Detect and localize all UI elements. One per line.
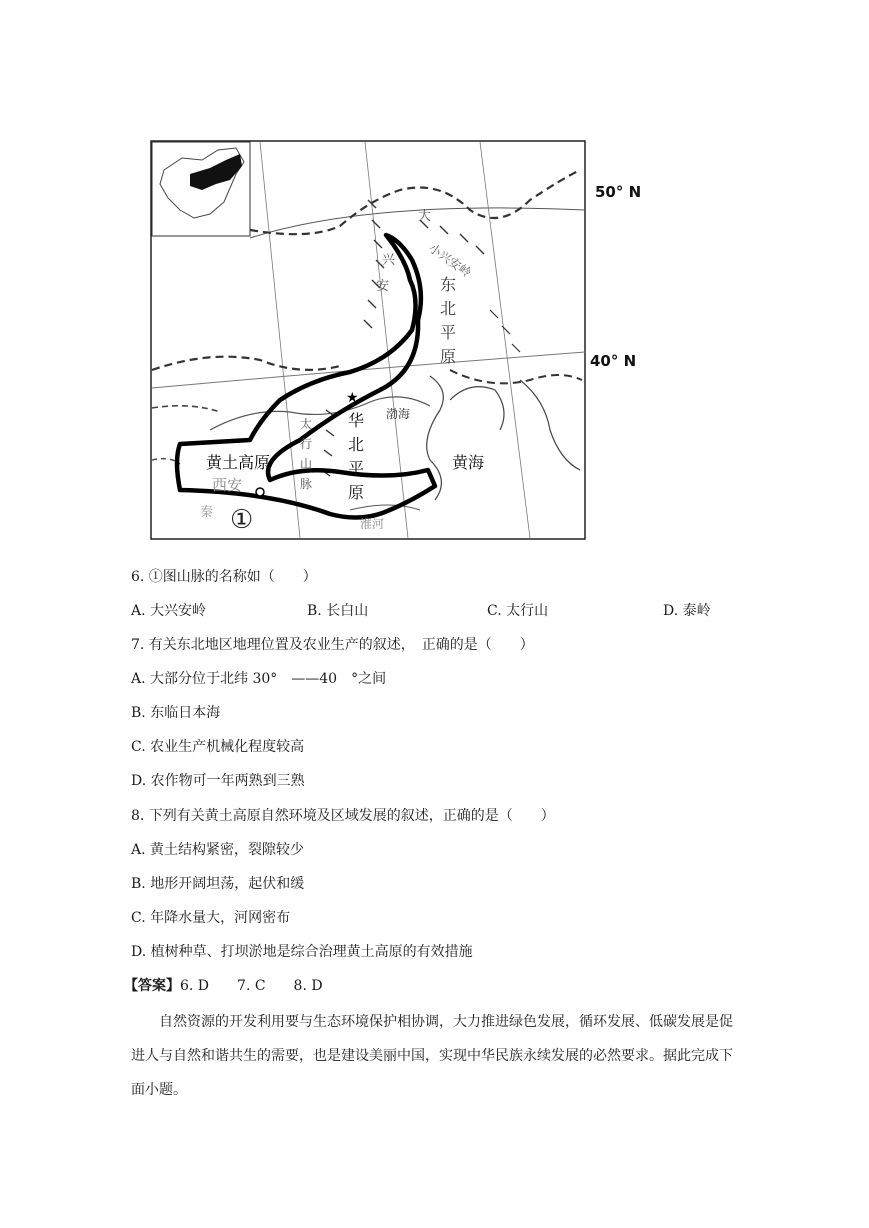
label-huangtugaoyuan: 黄土高原 (206, 453, 271, 472)
label-taihang-2: 行 (300, 437, 313, 451)
label-xiaoxinganling: 小兴安岭 (426, 240, 474, 280)
label-dongbei-2: 北 (440, 299, 457, 318)
q8-option-b: B. 地形开阔坦荡，起伏和缓 (131, 876, 305, 892)
q8-option-d: D. 植树种草、打坝淤地是综合治理黄土高原的有效措施 (131, 944, 473, 960)
q6-option-c: C. 太行山 (487, 603, 549, 619)
map-figure (150, 140, 642, 540)
question-7-stem: 7. 有关东北地区地理位置及农业生产的叙述， 正确的是（ ） (131, 637, 534, 653)
passage-paragraph: 自然资源的开发利用要与生态环境保护相协调，大力推进绿色发展，循环发展、低碳发展是促进人与自然和谐共生的需要，也是建设美丽中国，实现中华民族永续发展的必然要求。据此完成下面小题。 (131, 1014, 733, 1098)
xian-marker (256, 488, 264, 496)
label-xing: 兴 (382, 253, 396, 268)
q7-option-a: A. 大部分位于北纬 30° ——40 °之间 (131, 671, 387, 687)
map-svg (150, 140, 586, 540)
label-huanghai: 黄海 (452, 453, 485, 472)
q6-option-b: B. 长白山 (307, 603, 369, 619)
label-huabei-2: 北 (348, 435, 365, 454)
label-huabei-4: 原 (348, 483, 365, 502)
question-6-stem: 6. ①图山脉的名称如（ ） (131, 569, 317, 585)
marker-circled-one: ① (230, 505, 254, 535)
capital-star: ★ (346, 390, 359, 406)
q8-option-a: A. 黄土结构紧密，裂隙较少 (131, 842, 305, 858)
label-taihang-1: 太 (300, 417, 313, 431)
q7-option-c: C. 农业生产机械化程度较高 (131, 739, 305, 755)
q7-option-d: D. 农作物可一年两熟到三熟 (131, 773, 305, 789)
label-huaihe: 淮河 (360, 517, 385, 531)
latitude-label-40: 40° N (590, 352, 637, 370)
q6-option-a: A. 大兴安岭 (131, 603, 207, 619)
label-dongbei-1: 东 (440, 275, 457, 294)
label-taihang-3: 山 (300, 457, 313, 471)
latitude-label-50: 50° N (595, 183, 642, 201)
label-huabei-1: 华 (348, 411, 365, 430)
answer-line (124, 976, 323, 996)
label-taihang-4: 脉 (300, 477, 313, 491)
q7-option-b: B. 东临日本海 (131, 705, 221, 721)
label-xian: 西安 (212, 476, 243, 494)
question-8-stem: 8. 下列有关黄土高原自然环境及区域发展的叙述，正确的是（ ） (131, 808, 555, 824)
label-bohai: 渤海 (386, 407, 411, 421)
label-an: 安 (376, 279, 390, 294)
q8-option-c: C. 年降水量大，河网密布 (131, 910, 291, 926)
answer-text: 6. D 7. C 8. D (180, 978, 323, 994)
q6-option-d: D. 泰岭 (663, 603, 711, 619)
label-qin: 秦 (200, 505, 214, 520)
label-huabei-3: 平 (348, 459, 365, 478)
answer-tag: 【答案】 (124, 978, 180, 994)
label-dongbei-3: 平 (440, 323, 457, 342)
label-da: 大 (418, 209, 432, 224)
label-dongbei-4: 原 (440, 347, 457, 366)
